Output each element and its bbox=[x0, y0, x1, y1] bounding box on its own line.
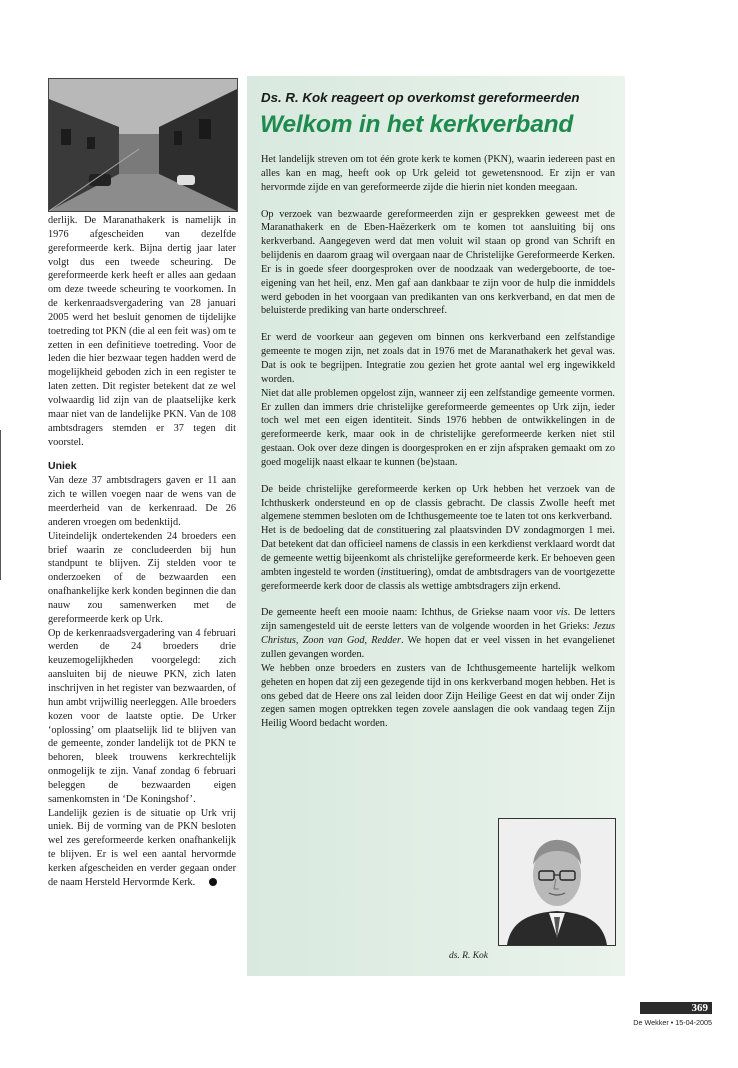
publication-footer: De Wekker • 15-04-2005 bbox=[633, 1018, 712, 1027]
subhead-uniek: Uniek bbox=[48, 460, 77, 473]
street-photo bbox=[48, 78, 238, 212]
left-paragraph: Van deze 37 ambtsdragers gaven er 11 aan zich te willen voegen naar de wens van de meerderheid van de kerkenraad. De 26 anderen vroegen om bedenktijd. bbox=[48, 475, 236, 528]
left-paragraph: Uiteindelijk ondertekenden 24 broeders een brief waarin ze concludeerden bij hun standpunt te blijven. Zij stelden voor te onderzoeken of de bezwaarden een onafhankelijke kerk konden beginnen die dan nauw zou samenwerken met de gereformeerde kerk op Urk. bbox=[48, 530, 236, 625]
emphasis: vis bbox=[556, 607, 568, 619]
article-body bbox=[261, 153, 615, 731]
article-kicker: Ds. R. Kok reageert op overkomst gereformeerden bbox=[261, 90, 580, 105]
left-paragraph-text: Landelijk gezien is de situatie op Urk vrij uniek. Bij de vorming van de PKN besloten wel zes gereformeerde kerken onafhankelijk te blijven. Er is wel een aantal hervormde kerken afgescheiden en verder gegaan onder de naam Hersteld Hervormde Kerk. bbox=[48, 807, 236, 888]
end-of-article-bullet-icon bbox=[209, 878, 217, 886]
text-run: De gemeente heeft een mooie naam: Ichthus, de Griekse naam voor bbox=[261, 607, 557, 619]
article-paragraph: Het landelijk streven om tot één grote kerk te komen (PKN), waarin iedereen past en alles kan en mag, heeft ook op Urk geleid tot gewetensnood. Er zijn er van hervormde zijde en van gereformeerde zijde die hierin niet konden meegaan. bbox=[261, 154, 615, 193]
article-paragraph: Niet dat alle problemen opgelost zijn, wanneer zij een zelfstandige gemeente vormen. Er zullen dan immers drie christelijke gereformeerde gemeentes op Urk zijn, ieder toch wel met een eigen identiteit. Sinds 1976 hebben de ontwikkelingen in de gereformeerde kerk, maar ook in de christelijke gereformeerde kerken niet stil gestaan. Ook over deze dingen is doorgesproken en er zijn afspraken gemaakt om zo goed mogelijk naast elkaar te kunnen (be)staan. bbox=[261, 387, 615, 468]
article-paragraph: We hebben onze broeders en zusters van de Ichthusgemeente hartelijk welkom geheten en hopen dat zij een gezegende tijd in ons kerkverband mogen hebben. Het is ons gebed dat de Heere ons zal leiden door Zijn Heilige Geest en dat wij onder Zijn zegen samen mogen optrekken tegen zovele aanslagen die ook vandaag tegen Zijn Heilig Woord bedacht worden. bbox=[261, 662, 615, 730]
emphasis: in bbox=[380, 566, 389, 578]
text-run: Het is de bedoeling dat de bbox=[261, 525, 377, 537]
page-number: 369 bbox=[691, 1002, 708, 1014]
article-paragraph bbox=[261, 524, 615, 593]
left-paragraph: derlijk. De Maranathakerk is namelijk in 1976 afgescheiden van dezelfde gereformeerde kerk. Bijna dertig jaar later volgt dus een tweede scheuring. De gereformeerde kerk heeft er alles aan gedaan om deze tweede scheuring te voorkomen. In de kerkenraadsvergadering van 28 januari 2005 werd het besluit genomen de tijdelijke toetreding tot PKN (die al een feit was) om te zetten in een definitieve toetreding. Voor de leden die hier bezwaar tegen hadden werd de mogelijkheid geboden zich in een register te laten zetten. Dit register betekent dat ze wel volwaardig lid zijn van de plaatselijke kerk maar niet van de landelijke PKN. Van de 108 ambtsdragers stemden er 37 tegen dit voorstel. bbox=[48, 215, 236, 448]
portrait-photo bbox=[498, 818, 616, 946]
text-run: stituering zal plaatsvinden DV zondagmorgen 1 mei. Dat betekent dat dan officieel namens de classis in een kerkdienst verklaard wordt dat de gemeente wettig bijeenkomt als christelijke gereformeerde kerk. Er behoeven geen ambten ingesteld te worden ( bbox=[261, 525, 615, 578]
left-paragraph-last bbox=[48, 807, 236, 890]
article-paragraph: Er werd de voorkeur aan gegeven om binnen ons kerkverband een zelfstandige gemeente te mogen zijn, net zoals dat in 1976 met de Maranathakerk het geval was. Dat is ook te begrijpen. Integratie zou gezien het grote aantal wel erg ingewikkeld worden. bbox=[261, 332, 615, 385]
article-headline: Welkom in het kerkverband bbox=[260, 111, 574, 138]
margin-rule bbox=[0, 430, 1, 580]
emphasis: Jezus Christus, Zoon van God, Redder bbox=[261, 621, 615, 647]
article-paragraph bbox=[261, 606, 615, 661]
emphasis: con bbox=[376, 525, 392, 537]
photo-caption: ds. R. Kok bbox=[448, 951, 488, 961]
text-run: . We hopen dat er veel vissen in het evangelienet zullen gevangen worden. bbox=[261, 635, 615, 660]
text-run: stituering), omdat de ambtsdragers van de voortgezette gereformeerde kerk door de classis als wettige ambtsdragers zijn erkend. bbox=[261, 566, 615, 592]
article-paragraph: De beide christelijke gereformeerde kerken op Urk hebben het verzoek van de Ichthuskerk ondersteund en op de classis gebracht. De classis Zwolle heeft met algemene stemmen besloten om de Ichthusgemeente toe te laten tot ons kerkverband. bbox=[261, 483, 615, 523]
left-paragraph: Op de kerkenraadsvergadering van 4 februari werden de 24 broeders drie keuzemogelijkheden voorgelegd: zich aansluiten bij de nieuwe PKN, zich laten inschrijven in het register van bezwaarden, of hun ambt vrijwillig neerleggen. Alle broeders kozen voor de laatste optie. De Urker ‘oplossing’ om plaatselijk lid te blijven van de gemeente, zonder landelijk tot de PKN te behoren, bleek trouwens kerkrechtelijk onmogelijk te zijn. Vanaf zondag 6 februari beleggen de bezwaarden eigen samenkomsten in ‘De Koningshof’. bbox=[48, 627, 236, 805]
left-column bbox=[48, 214, 236, 890]
text-run: . De letters zijn samengesteld uit de eerste letters van de volgende woorden in het Grieks: bbox=[261, 607, 615, 633]
article-paragraph: Op verzoek van bezwaarde gereformeerden zijn er gesprekken geweest met de Maranathakerk en de Eben-Haëzerkerk om te komen tot aansluiting bij ons kerkverband. Aangegeven werd dat men voluit wil staan op grond van Schrift en belijdenis en daarom graag wil overgaan naar de Christelijke Gereformeerde Kerken. Er is in goede sfeer doorgesproken over de noodzaak van wedergeboorte, de toe-eigening van het heil, enz. Men gaf aan dankbaar te zijn voor de hulp die inmiddels werd geboden in het voorgaan van predikanten van ons kerkverband, en dat men de beluisterde prediking van harte onderschreef. bbox=[261, 208, 615, 317]
